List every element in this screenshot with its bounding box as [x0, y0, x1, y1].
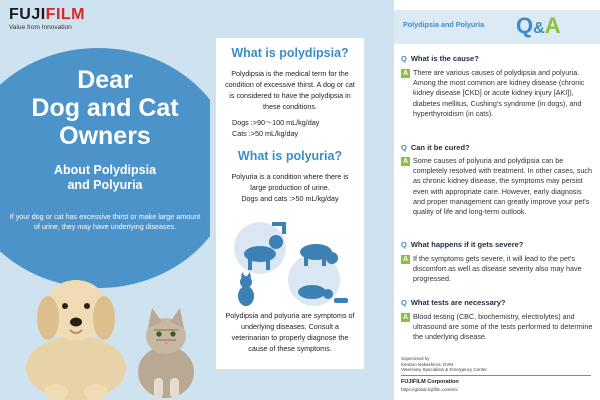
polydipsia-dogs-value: Dogs :>90〜100 mL/kg/day [232, 118, 320, 127]
answer-2: Some causes of polyuria and polydipsia can be completely resolved with treatment. In other cases, such as chronic kidney disease, the symptoms may persist even with appropriate care. However, early diagnosis and proper management can greatly improve your pet's quality of life and long-term outlook. [413, 156, 592, 217]
polyuria-values: Dogs and cats :>50 mL/kg/day [241, 194, 339, 203]
answer-3: If the symptoms gets severe, it will lead to the pet's discomfort as well as disease severity also may have progressed. [413, 254, 582, 284]
corporation-name: FUJIFILM Corporation [401, 379, 459, 385]
left-panel [0, 0, 210, 400]
dog-illustration [26, 280, 126, 400]
headline: Dear Dog and Cat Owners [31, 66, 179, 150]
definitions-panel [216, 38, 364, 369]
summary-text: Polydipsia and polyuria are symptoms of underlying diseases. Consult a veterinarian to properly diagnose the cause of these symptoms. [225, 311, 355, 353]
dog-and-cat-photo [18, 250, 208, 400]
answer-marker: A [402, 314, 409, 321]
answer-marker: A [402, 256, 409, 263]
qa-panel [394, 0, 600, 400]
polyuria-text: Polyuria is a condition where there is large production of urine. [231, 172, 349, 192]
polyuria-title: What is polyuria? [237, 149, 343, 163]
question-4: Q What tests are necessary? [401, 298, 506, 307]
polydipsia-title: What is polydipsia? [231, 46, 349, 60]
answer-marker: A [402, 158, 409, 165]
website-link[interactable]: https://global.fujifilm.com/en/ [401, 387, 458, 392]
cat-illustration [138, 308, 194, 398]
pets-drinking-illustration [220, 218, 360, 310]
polydipsia-text: Polydipsia is the medical term for the condition of excessive thirst. A dog or cat is considered to have the polydipsia in these conditions. [225, 69, 355, 111]
qa-logo: Q&A [516, 13, 561, 38]
answer-marker: A [402, 70, 409, 77]
divider [401, 375, 591, 376]
answer-1: There are various causes of polydipsia and polyuria. Among the most common are kidney disease (chronic kidney disease [CKD] or acute kidney injury [AKI]), diabetes mellitus, Cushing's syndrome (in dogs), and hyperthyroidism (in cats). [413, 68, 585, 118]
supervision-credit: Supervised by Kentaro Nakashima, DVM Veterinary Specialists & Emergency Center [401, 356, 488, 372]
subheading: About Polydipsia and Polyuria [53, 163, 157, 192]
question-1: Q What is the cause? [401, 54, 479, 63]
polydipsia-cats-value: Cats :>50 mL/kg/day [232, 129, 299, 138]
fujifilm-logo: FUJIFILM [9, 6, 85, 23]
intro-text: If your dog or cat has excessive thirst or make large amount of urine, they may have underlying diseases. [9, 212, 201, 231]
question-3: Q What happens if it gets severe? [401, 240, 524, 249]
qa-heading: Polydipsia and Polyuria [403, 20, 485, 29]
question-2: Q Can it be cured? [401, 143, 470, 152]
tagline: Value from Innovation [9, 24, 72, 31]
answer-4: Blood testing (CBC, biochemistry, electrolytes) and ultrasound are some of the tests performed to determine the underlying disease. [413, 312, 593, 342]
